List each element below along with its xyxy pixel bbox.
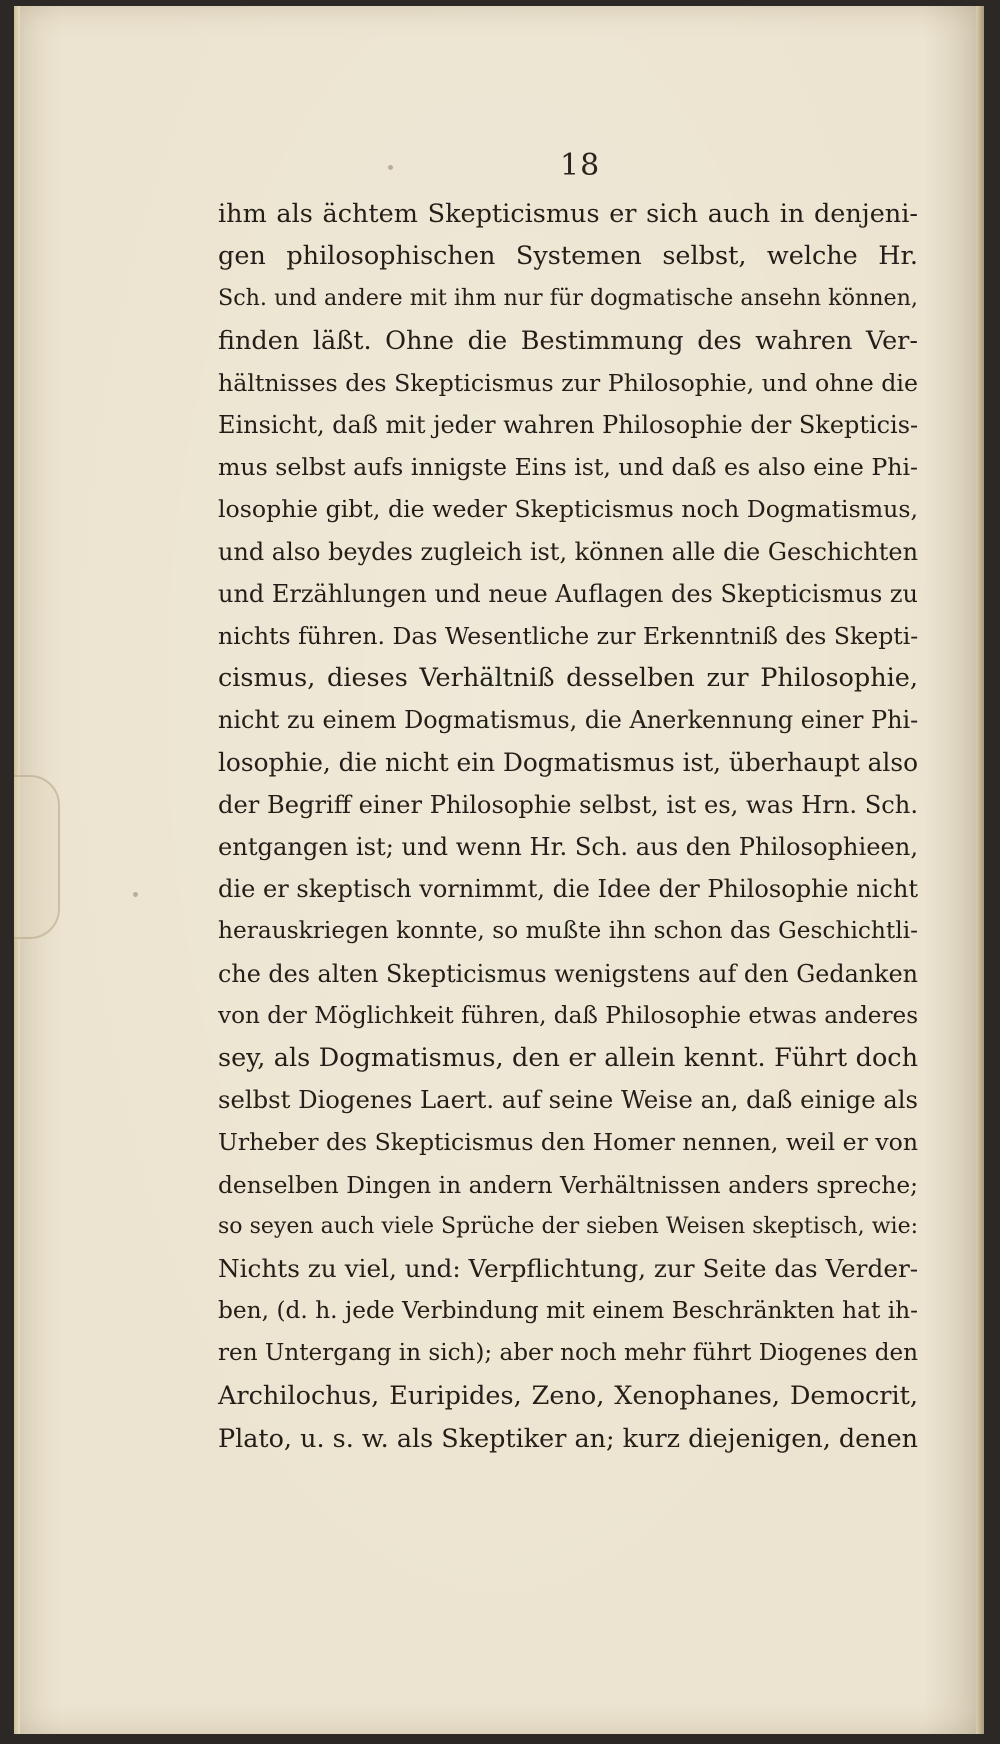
text-line: von der Möglichkeit führen, daß Philosophie etwas anderes [218, 1002, 919, 1029]
body-text [218, 193, 918, 1459]
text-line: selbst Diogenes Laert. auf seine Weise an, daß einige als [218, 1085, 918, 1115]
page-right-edge [976, 6, 984, 1734]
text-line: so seyen auch viele Sprüche der sieben Weisen skeptisch, wie: [218, 1213, 918, 1239]
text-line: und Erzählungen und neue Auflagen des Skepticismus zu [218, 579, 918, 608]
text-line: Plato, u. s. w. als Skeptiker an; kurz diejenigen, denen [218, 1422, 918, 1453]
paper-speck [133, 892, 138, 897]
text-line: hältnisses des Skepticismus zur Philosophie, und ohne die [218, 368, 918, 397]
text-line: gen philosophischen Systemen selbst, welche Hr. [218, 241, 918, 272]
text-line: Archilochus, Euripides, Zeno, Xenophanes, Democrit, [218, 1380, 918, 1411]
binding-clip-mark [14, 775, 60, 939]
text-line: entgangen ist; und wenn Hr. Sch. aus den Philosophieen, [218, 833, 918, 862]
text-line: Einsicht, daß mit jeder wahren Philosophie der Skepticis- [218, 411, 919, 440]
text-line: mus selbst aufs innigste Eins ist, und daß es also eine Phi- [218, 453, 918, 482]
text-line: der Begriff einer Philosophie selbst, ist es, was Hrn. Sch. [218, 790, 918, 819]
text-line: Urheber des Skepticismus den Homer nennen, weil er von [218, 1128, 918, 1157]
text-line: nicht zu einem Dogmatismus, die Anerkennung einer Phi- [218, 706, 919, 735]
text-line: sey, als Dogmatismus, den er allein kennt. Führt doch [218, 1043, 918, 1074]
text-line: losophie gibt, die weder Skepticismus noch Dogmatismus, [218, 495, 918, 524]
text-line: ihm als ächtem Skepticismus er sich auch in denjeni- [218, 199, 918, 229]
text-line: Sch. und andere mit ihm nur für dogmatische ansehn können, [218, 285, 918, 312]
page-number: 18 [560, 148, 601, 183]
text-line: ben, (d. h. jede Verbindung mit einem Beschränkten hat ih- [218, 1297, 918, 1325]
text-line: denselben Dingen in andern Verhältnissen anders spreche; [218, 1170, 918, 1199]
text-line: che des alten Skepticismus wenigstens auf den Gedanken [218, 959, 919, 988]
text-line: herauskriegen konnte, so mußte ihn schon das Geschichtli- [218, 917, 918, 945]
text-line: ren Untergang in sich); aber noch mehr führt Diogenes den [218, 1340, 918, 1367]
paper-speck [388, 165, 393, 170]
text-line: cismus, dieses Verhältniß desselben zur Philosophie, [218, 663, 918, 694]
text-line: finden läßt. Ohne die Bestimmung des wahren Ver- [218, 325, 918, 356]
text-line: losophie, die nicht ein Dogmatismus ist, überhaupt also [218, 747, 918, 777]
text-line: Nichts zu viel, und: Verpflichtung, zur Seite das Verder- [218, 1254, 919, 1284]
text-line: die er skeptisch vornimmt, die Idee der Philosophie nicht [218, 875, 918, 904]
text-line: und also beydes zugleich ist, können alle die Geschichten [218, 537, 919, 566]
text-line: nichts führen. Das Wesentliche zur Erkenntniß des Skepti- [218, 622, 919, 651]
